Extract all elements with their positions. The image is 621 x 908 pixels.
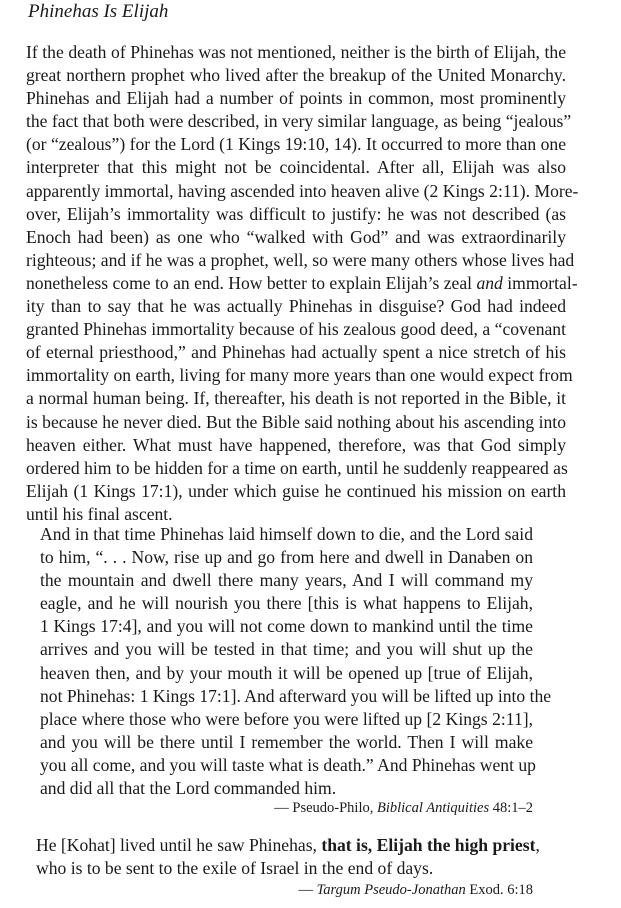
paragraph-line: Enoch had been) as one who “walked with God” and was extraordinarily [26,226,566,247]
quote-line: who is to be sent to the exile of Israel in the end of days. [36,858,434,879]
quote-line: 1 Kings 17:4], and you will not come down to mankind until the time [40,616,533,637]
paragraph-line: until his final ascent. [26,503,173,524]
attribution-targum [298,881,533,899]
attribution-reference: 48:1–2 [489,800,533,816]
quote-line: And in that time Phinehas laid himself down to die, and the Lord said [40,524,533,544]
paragraph-line-with-emphasis [26,272,578,295]
quote-line: and you will be there until I remember the world. Then I will make [40,731,533,752]
paragraph-line: Elijah (1 Kings 17:1), under which guise he continued his mission on earth [26,480,566,501]
section-heading: Phinehas Is Elijah [28,1,169,22]
emphasis-and: and [476,272,503,293]
paragraph-line: of eternal priesthood,” and Phinehas had actually spent a nice stretch of his [26,342,566,363]
paragraph-line: (or “zealous”) for the Lord (1 Kings 19:10, 14). It occurred to more than one [26,134,566,155]
attribution-dash: — [298,882,317,898]
paragraph-line: a normal human being. If, thereafter, his death is not reported in the Bible, it [26,388,566,409]
paragraph-line: over, Elijah’s immortality was difficult to justify: he was not described (as [26,203,566,224]
attribution-reference: Exod. 6:18 [465,882,533,898]
quote-line-end: , [535,835,540,855]
quote-line: the mountain and dwell there many years, And I will command my [40,570,533,591]
paragraph-line: If the death of Phinehas was not mentioned, neither is the birth of Elijah, the [26,42,566,62]
block-quote-targum [36,834,540,880]
quote-line: you all come, and you will taste what is death.” And Phinehas went up [40,754,536,775]
attribution-title: Biblical Antiquities [376,800,490,816]
paragraph-line: Phinehas and Elijah had a number of points in common, most prominently [26,88,566,109]
quote-line: and did all that the Lord commanded him. [40,778,337,799]
quote-bold-phrase: that is, Elijah the high priest [321,835,536,855]
paragraph-line: ity than to say that he was actually Phinehas in disguise? God had indeed [26,296,566,317]
quote-line-start: He [Kohat] lived until he saw Phinehas, [36,835,322,855]
quote-line: not Phinehas: 1 Kings 17:1]. And afterward you will be lifted up into the [40,685,552,706]
paragraph-line: immortality on earth, living for many more years than one would expect from [26,365,573,386]
paragraph-line-end: immortal- [502,272,578,293]
paragraph-line: righteous; and if he was a prophet, well, so were many others whose lives had [26,249,575,270]
paragraph-line: ordered him to be hidden for a time on earth, until he suddenly reappeared as [26,457,568,478]
quote-line: arrives and you will be tested in that time; and you will shut up the [40,639,533,660]
quote-line: place where those who were before you were lifted up [2 Kings 2:11], [40,708,533,729]
quote-line: eagle, and he will nourish you there [this is what happens to Elijah, [40,593,533,614]
attribution-title: Targum Pseudo-Jonathan [316,882,466,898]
quote-line [36,834,540,857]
paragraph-line: is because he never died. But the Bible said nothing about his ascending into [26,411,566,432]
paragraph-line: heaven either. What must have happened, therefore, was that God simply [26,434,566,455]
block-quote-pseudo-philo [40,523,552,800]
paragraph-line: interpreter that this might not be coincidental. After all, Elijah was also [26,157,566,178]
paragraph-line: granted Phinehas immortality because of his zealous good deed, a “covenant [26,319,566,340]
paragraph-line-start: nonetheless come to an end. How better to explain Elijah’s zeal [26,272,477,293]
quote-line: to him, “. . . Now, rise up and go from here and dwell in Danaben on [40,547,533,568]
paragraph-line: apparently immortal, having ascended into heaven alive (2 Kings 2:11). More- [26,180,579,201]
attribution-pseudo-philo [274,799,533,817]
paragraph-line: the fact that both were described, in very similar language, as being “jealous” [26,111,572,132]
quote-line: heaven then, and by your mouth it will be opened up [true of Elijah, [40,662,533,683]
attribution-author: — Pseudo-Philo, [274,800,377,816]
main-paragraph [26,41,579,526]
paragraph-line: great northern prophet who lived after the breakup of the United Monarchy. [26,65,566,86]
